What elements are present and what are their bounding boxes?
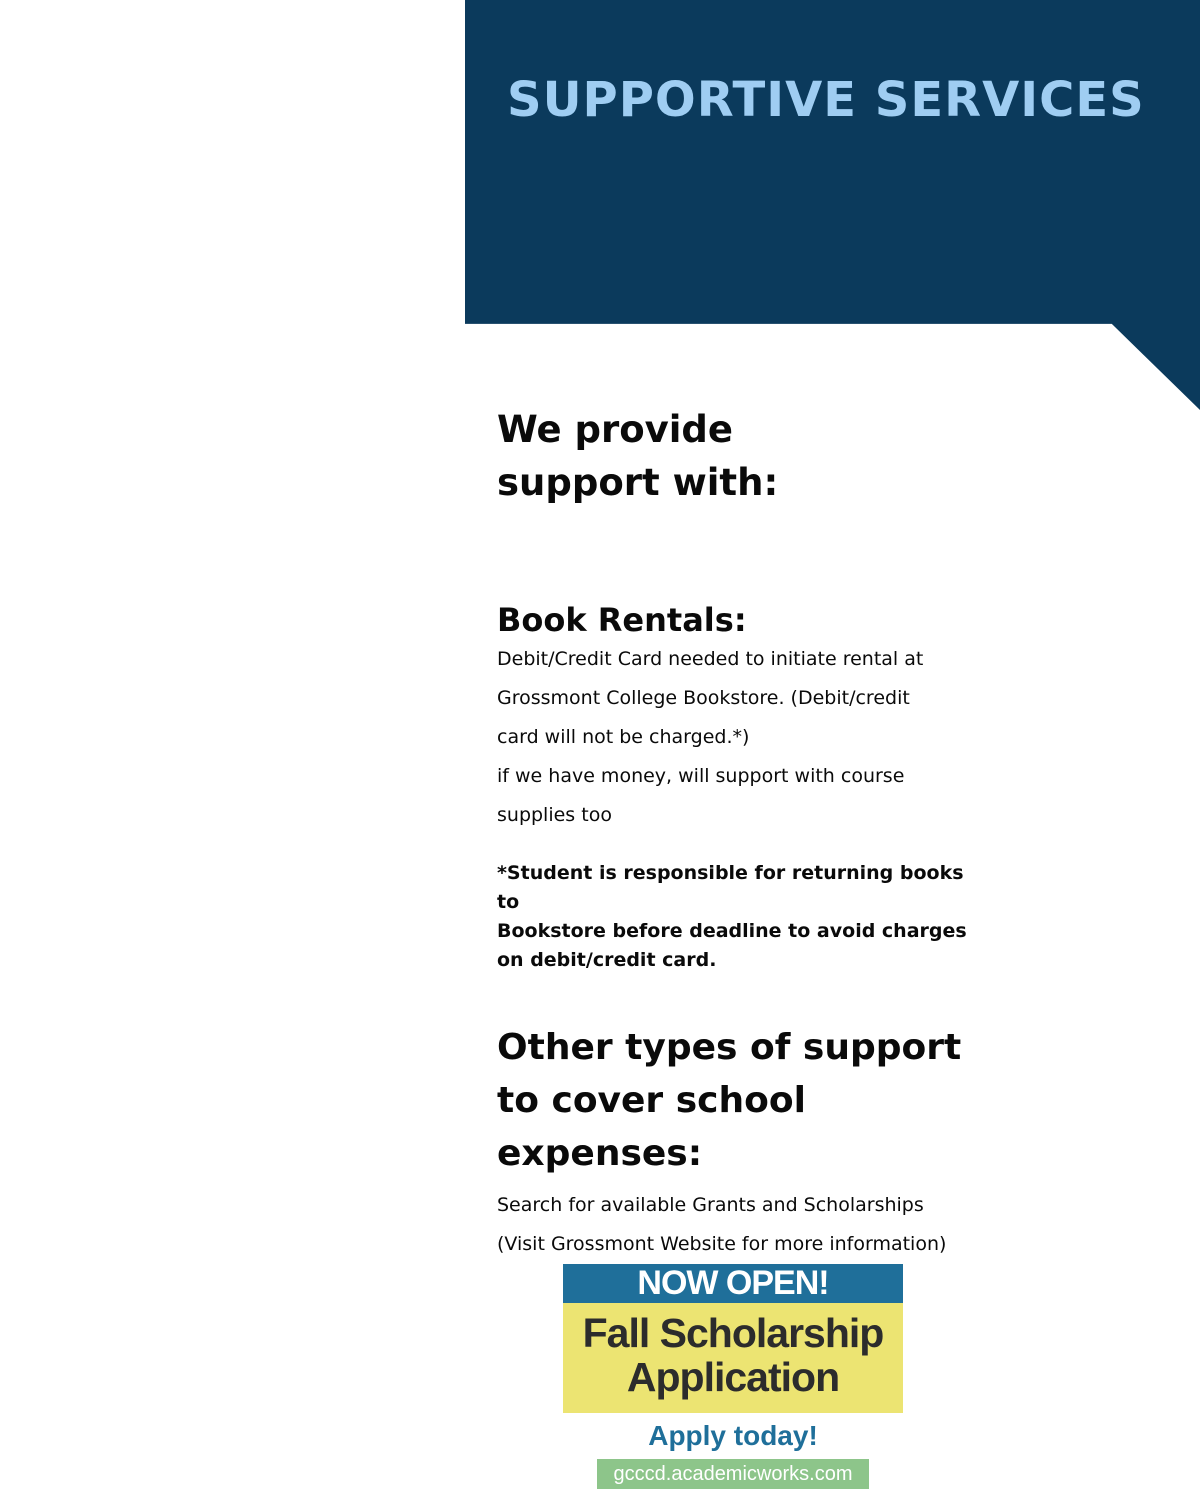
book-rentals-line: if we have money, will support with course xyxy=(497,765,905,787)
other-support-heading-line: Other types of support xyxy=(497,1027,962,1068)
intro-heading-line1: We provide xyxy=(497,408,734,451)
book-rentals-text xyxy=(497,640,977,835)
flyer-title-line2: Application xyxy=(626,1354,840,1400)
book-rentals-line: Debit/Credit Card needed to initiate rental at xyxy=(497,648,924,670)
other-support-text xyxy=(497,1186,977,1264)
other-support-line: (Visit Grossmont Website for more information) xyxy=(497,1233,947,1255)
header-banner xyxy=(465,0,1200,410)
page-title: SUPPORTIVE SERVICES xyxy=(507,72,1145,128)
other-support-line: Search for available Grants and Scholarships xyxy=(497,1194,924,1216)
book-rentals-line: supplies too xyxy=(497,804,612,826)
intro-heading-line2: support with: xyxy=(497,461,779,504)
flyer-apply-today: Apply today! xyxy=(648,1420,818,1451)
other-support-heading xyxy=(497,1021,977,1180)
intro-heading xyxy=(497,400,977,509)
book-rentals-line: card will not be charged.*) xyxy=(497,726,750,748)
note-line: Bookstore before deadline to avoid charges xyxy=(497,920,967,942)
book-rentals-line: Grossmont College Bookstore. (Debit/credit xyxy=(497,687,910,709)
book-rentals-heading: Book Rentals: xyxy=(497,601,747,639)
note-line: *Student is responsible for returning books to xyxy=(497,862,964,913)
main-content xyxy=(497,400,977,1264)
book-rentals-note xyxy=(497,859,977,975)
flyer-title xyxy=(563,1311,903,1399)
flyer-title-line1: Fall Scholarship xyxy=(582,1310,884,1356)
scholarship-flyer-image xyxy=(563,1256,904,1496)
other-support-heading-line: expenses: xyxy=(497,1133,703,1174)
flyer-now-open: NOW OPEN! xyxy=(637,1264,829,1302)
flyer-url: gcccd.academicworks.com xyxy=(597,1459,869,1489)
other-support-heading-line: to cover school xyxy=(497,1080,806,1121)
note-line: on debit/credit card. xyxy=(497,949,717,971)
